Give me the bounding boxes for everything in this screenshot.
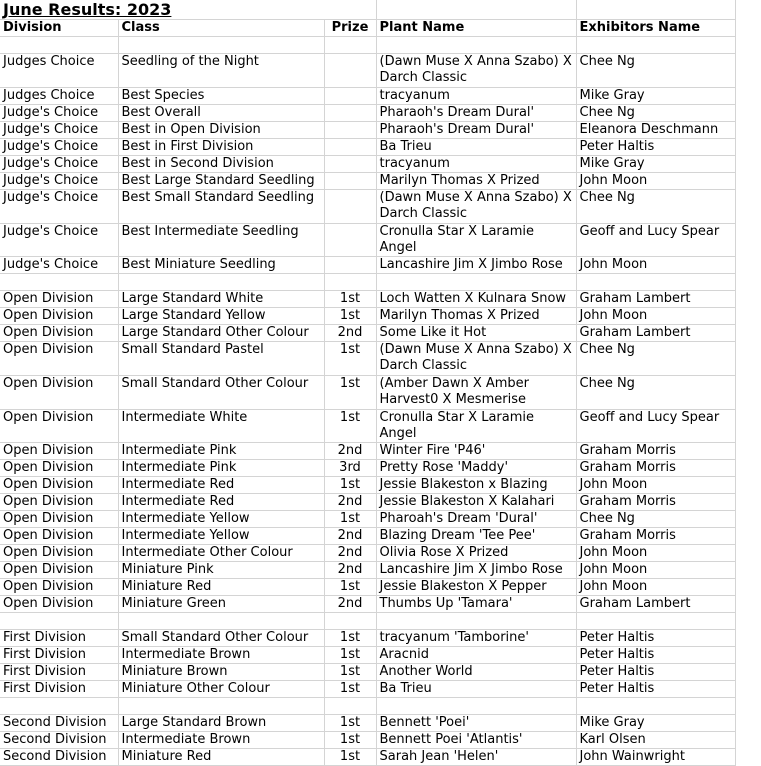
exhibitor-cell[interactable]: John Moon [576,477,735,494]
exhibitor-cell[interactable]: John Moon [576,545,735,562]
division-cell[interactable]: Judge's Choice [0,173,118,190]
table-row [0,630,735,647]
class-cell[interactable]: Small Standard Other Colour [118,630,324,647]
class-cell[interactable]: Miniature Brown [118,664,324,681]
class-cell[interactable]: Intermediate Other Colour [118,545,324,562]
division-cell[interactable]: First Division [0,681,118,698]
table-row [0,342,735,376]
prize-cell[interactable]: 2nd [324,325,376,342]
header-row [0,20,735,37]
division-cell[interactable]: Second Division [0,715,118,732]
exhibitor-cell[interactable]: Chee Ng [576,342,735,376]
class-cell[interactable]: Intermediate Red [118,477,324,494]
prize-cell[interactable]: 1st [324,342,376,376]
table-row [0,749,735,766]
division-cell[interactable]: Open Division [0,477,118,494]
class-cell[interactable] [118,274,324,291]
exhibitor-cell[interactable]: John Moon [576,257,735,274]
exhibitor-cell[interactable]: Peter Haltis [576,630,735,647]
class-cell[interactable] [118,698,324,715]
plant-name-cell[interactable]: Cronulla Star X Laramie Angel [376,224,576,257]
prize-cell[interactable] [324,257,376,274]
class-cell[interactable]: Intermediate Yellow [118,528,324,545]
prize-cell[interactable]: 2nd [324,596,376,613]
table-row [0,325,735,342]
class-cell[interactable]: Large Standard Yellow [118,308,324,325]
exhibitor-cell[interactable]: Chee Ng [576,511,735,528]
division-cell[interactable] [0,613,118,630]
plant-name-cell[interactable]: (Dawn Muse X Anna Szabo) X Darch Classic [376,54,576,88]
table-row [0,562,735,579]
table-row [0,376,735,410]
division-cell[interactable]: Judge's Choice [0,224,118,257]
plant-name-cell[interactable]: Lancashire Jim X Jimbo Rose [376,562,576,579]
blank-row [0,37,735,54]
class-cell[interactable]: Intermediate Pink [118,443,324,460]
table-row [0,54,735,88]
prize-cell[interactable]: 3rd [324,460,376,477]
plant-name-cell[interactable]: Jessie Blakeston X Kalahari [376,494,576,511]
prize-cell[interactable] [324,54,376,88]
class-cell[interactable]: Miniature Red [118,749,324,766]
plant-name-cell[interactable]: (Dawn Muse X Anna Szabo) X Darch Classic [376,342,576,376]
class-cell[interactable]: Best Species [118,88,324,105]
plant-name-cell[interactable] [376,698,576,715]
plant-name-cell[interactable]: Pretty Rose 'Maddy' [376,460,576,477]
plant-name-cell[interactable] [376,274,576,291]
class-cell[interactable]: Large Standard Brown [118,715,324,732]
division-cell[interactable]: Judge's Choice [0,156,118,173]
division-cell[interactable]: Judge's Choice [0,139,118,156]
table-row [0,139,735,156]
table-row [0,190,735,224]
table-row [0,443,735,460]
plant-name-cell[interactable]: Bennett Poei 'Atlantis' [376,732,576,749]
division-cell[interactable]: Judge's Choice [0,257,118,274]
plant-name-cell[interactable]: Marilyn Thomas X Prized [376,173,576,190]
prize-cell[interactable]: 1st [324,511,376,528]
exhibitor-cell[interactable]: Peter Haltis [576,647,735,664]
cell[interactable] [376,0,576,20]
class-cell[interactable]: Best Overall [118,105,324,122]
class-cell[interactable]: Miniature Pink [118,562,324,579]
exhibitor-cell[interactable]: John Wainwright [576,749,735,766]
table-row [0,647,735,664]
class-cell[interactable]: Miniature Red [118,579,324,596]
header-exhibitor[interactable]: Exhibitors Name [576,20,735,37]
exhibitor-cell[interactable]: Peter Haltis [576,681,735,698]
division-cell[interactable]: Judge's Choice [0,105,118,122]
plant-name-cell[interactable]: Ba Trieu [376,139,576,156]
table-row [0,122,735,139]
exhibitor-cell[interactable]: Mike Gray [576,715,735,732]
table-row [0,460,735,477]
plant-name-cell[interactable]: Pharaoh's Dream Dural' [376,105,576,122]
plant-name-cell[interactable]: tracyanum 'Tamborine' [376,630,576,647]
class-cell[interactable]: Best in First Division [118,139,324,156]
plant-name-cell[interactable]: Jessie Blakeston X Pepper [376,579,576,596]
prize-cell[interactable]: 1st [324,681,376,698]
table-row [0,511,735,528]
exhibitor-cell[interactable]: Geoff and Lucy Spear [576,224,735,257]
division-cell[interactable]: Judges Choice [0,54,118,88]
table-row [0,105,735,122]
class-cell[interactable]: Intermediate White [118,410,324,443]
division-cell[interactable]: First Division [0,647,118,664]
class-cell[interactable]: Best in Second Division [118,156,324,173]
prize-cell[interactable] [324,139,376,156]
division-cell[interactable] [0,37,118,54]
exhibitor-cell[interactable]: Peter Haltis [576,139,735,156]
exhibitor-cell[interactable]: Graham Lambert [576,291,735,308]
exhibitor-cell[interactable]: John Moon [576,579,735,596]
table-row [0,88,735,105]
cell[interactable] [324,0,376,20]
plant-name-cell[interactable]: Sarah Jean 'Helen' [376,749,576,766]
division-cell[interactable]: Judges Choice [0,88,118,105]
plant-name-cell[interactable]: Thumbs Up 'Tamara' [376,596,576,613]
prize-cell[interactable]: 2nd [324,562,376,579]
division-cell[interactable]: Open Division [0,308,118,325]
exhibitor-cell[interactable] [576,274,735,291]
division-cell[interactable]: Open Division [0,325,118,342]
table-row [0,681,735,698]
table-row [0,579,735,596]
exhibitor-cell[interactable]: Graham Lambert [576,596,735,613]
prize-cell[interactable]: 1st [324,291,376,308]
prize-cell[interactable] [324,173,376,190]
table-row [0,173,735,190]
exhibitor-cell[interactable]: Graham Morris [576,460,735,477]
header-prize[interactable]: Prize [324,20,376,37]
prize-cell[interactable]: 1st [324,732,376,749]
prize-cell[interactable] [324,274,376,291]
class-cell[interactable]: Best Intermediate Seedling [118,224,324,257]
exhibitor-cell[interactable]: John Moon [576,562,735,579]
prize-cell[interactable] [324,613,376,630]
exhibitor-cell[interactable]: Geoff and Lucy Spear [576,410,735,443]
plant-name-cell[interactable]: Lancashire Jim X Jimbo Rose [376,257,576,274]
plant-name-cell[interactable]: Marilyn Thomas X Prized [376,308,576,325]
prize-cell[interactable]: 1st [324,410,376,443]
division-cell[interactable]: Open Division [0,545,118,562]
class-cell[interactable]: Intermediate Brown [118,732,324,749]
prize-cell[interactable] [324,156,376,173]
class-cell[interactable]: Intermediate Red [118,494,324,511]
table-row [0,224,735,257]
division-cell[interactable]: Open Division [0,342,118,376]
table-row [0,291,735,308]
prize-cell[interactable] [324,122,376,139]
division-cell[interactable]: Open Division [0,410,118,443]
exhibitor-cell[interactable]: Mike Gray [576,156,735,173]
prize-cell[interactable] [324,190,376,224]
class-cell[interactable]: Miniature Green [118,596,324,613]
exhibitor-cell[interactable]: John Moon [576,308,735,325]
exhibitor-cell[interactable]: Graham Morris [576,443,735,460]
plant-name-cell[interactable]: Some Like it Hot [376,325,576,342]
prize-cell[interactable]: 2nd [324,545,376,562]
class-cell[interactable]: Large Standard Other Colour [118,325,324,342]
division-cell[interactable]: Open Division [0,376,118,410]
exhibitor-cell[interactable] [576,37,735,54]
exhibitor-cell[interactable]: John Moon [576,173,735,190]
division-cell[interactable]: First Division [0,664,118,681]
class-cell[interactable]: Small Standard Other Colour [118,376,324,410]
prize-cell[interactable]: 2nd [324,494,376,511]
prize-cell[interactable]: 1st [324,647,376,664]
prize-cell[interactable]: 1st [324,376,376,410]
prize-cell[interactable]: 1st [324,715,376,732]
table-row [0,477,735,494]
exhibitor-cell[interactable]: Peter Haltis [576,664,735,681]
table-row [0,545,735,562]
plant-name-cell[interactable]: Jessie Blakeston x Blazing [376,477,576,494]
table-row [0,308,735,325]
division-cell[interactable]: Open Division [0,494,118,511]
division-cell[interactable]: Second Division [0,749,118,766]
division-cell[interactable]: Open Division [0,291,118,308]
table-row [0,664,735,681]
plant-name-cell[interactable]: Pharoah's Dream 'Dural' [376,511,576,528]
prize-cell[interactable] [324,88,376,105]
prize-cell[interactable]: 1st [324,664,376,681]
class-cell[interactable]: Seedling of the Night [118,54,324,88]
prize-cell[interactable]: 1st [324,749,376,766]
division-cell[interactable]: Open Division [0,443,118,460]
exhibitor-cell[interactable]: Graham Morris [576,494,735,511]
exhibitor-cell[interactable] [576,613,735,630]
division-cell[interactable]: Open Division [0,596,118,613]
header-division[interactable]: Division [0,20,118,37]
table-row [0,494,735,511]
class-cell[interactable] [118,37,324,54]
class-cell[interactable]: Intermediate Brown [118,647,324,664]
division-cell[interactable]: Open Division [0,460,118,477]
class-cell[interactable]: Miniature Other Colour [118,681,324,698]
class-cell[interactable]: Best Miniature Seedling [118,257,324,274]
prize-cell[interactable] [324,698,376,715]
cell[interactable] [576,0,735,20]
plant-name-cell[interactable]: Pharaoh's Dream Dural' [376,122,576,139]
class-cell[interactable] [118,613,324,630]
class-cell[interactable]: Best Large Standard Seedling [118,173,324,190]
exhibitor-cell[interactable]: Graham Morris [576,528,735,545]
division-cell[interactable]: Second Division [0,732,118,749]
exhibitor-cell[interactable]: Graham Lambert [576,325,735,342]
exhibitor-cell[interactable] [576,698,735,715]
class-cell[interactable]: Intermediate Yellow [118,511,324,528]
prize-cell[interactable]: 2nd [324,443,376,460]
class-cell[interactable]: Intermediate Pink [118,460,324,477]
header-plant-name[interactable]: Plant Name [376,20,576,37]
prize-cell[interactable]: 1st [324,477,376,494]
division-cell[interactable] [0,698,118,715]
class-cell[interactable]: Small Standard Pastel [118,342,324,376]
title-row [0,0,735,20]
plant-name-cell[interactable]: tracyanum [376,88,576,105]
blank-row [0,274,735,291]
plant-name-cell[interactable]: Loch Watten X Kulnara Snow [376,291,576,308]
exhibitor-cell[interactable]: Chee Ng [576,54,735,88]
plant-name-cell[interactable]: tracyanum [376,156,576,173]
exhibitor-cell[interactable]: Chee Ng [576,105,735,122]
plant-name-cell[interactable]: Winter Fire 'P46' [376,443,576,460]
plant-name-cell[interactable]: Bennett 'Poei' [376,715,576,732]
exhibitor-cell[interactable]: Chee Ng [576,376,735,410]
blank-row [0,613,735,630]
sheet-title[interactable]: June Results: 2023 [0,0,324,20]
table-row [0,257,735,274]
division-cell[interactable]: Open Division [0,579,118,596]
prize-cell[interactable] [324,105,376,122]
table-row [0,732,735,749]
prize-cell[interactable]: 1st [324,630,376,647]
division-cell[interactable]: Open Division [0,562,118,579]
plant-name-cell[interactable]: Ba Trieu [376,681,576,698]
division-cell[interactable]: Open Division [0,511,118,528]
plant-name-cell[interactable]: Cronulla Star X Laramie Angel [376,410,576,443]
table-row [0,410,735,443]
table-row [0,528,735,545]
prize-cell[interactable]: 1st [324,308,376,325]
table-row [0,156,735,173]
division-cell[interactable] [0,274,118,291]
plant-name-cell[interactable]: Olivia Rose X Prized [376,545,576,562]
class-cell[interactable]: Large Standard White [118,291,324,308]
exhibitor-cell[interactable]: Chee Ng [576,190,735,224]
prize-cell[interactable]: 2nd [324,528,376,545]
exhibitor-cell[interactable]: Karl Olsen [576,732,735,749]
plant-name-cell[interactable] [376,37,576,54]
plant-name-cell[interactable]: (Amber Dawn X Amber Harvest0 X Mesmerise [376,376,576,410]
class-cell[interactable]: Best in Open Division [118,122,324,139]
prize-cell[interactable] [324,37,376,54]
table-row [0,715,735,732]
table-row [0,596,735,613]
plant-name-cell[interactable]: (Dawn Muse X Anna Szabo) X Darch Classic [376,190,576,224]
plant-name-cell[interactable]: Another World [376,664,576,681]
prize-cell[interactable] [324,224,376,257]
division-cell[interactable]: First Division [0,630,118,647]
blank-row [0,698,735,715]
class-cell[interactable]: Best Small Standard Seedling [118,190,324,224]
division-cell[interactable]: Judge's Choice [0,122,118,139]
exhibitor-cell[interactable]: Mike Gray [576,88,735,105]
plant-name-cell[interactable]: Blazing Dream 'Tee Pee' [376,528,576,545]
prize-cell[interactable]: 1st [324,579,376,596]
plant-name-cell[interactable] [376,613,576,630]
header-class[interactable]: Class [118,20,324,37]
division-cell[interactable]: Judge's Choice [0,190,118,224]
exhibitor-cell[interactable]: Eleanora Deschmann [576,122,735,139]
plant-name-cell[interactable]: Aracnid [376,647,576,664]
division-cell[interactable]: Open Division [0,528,118,545]
